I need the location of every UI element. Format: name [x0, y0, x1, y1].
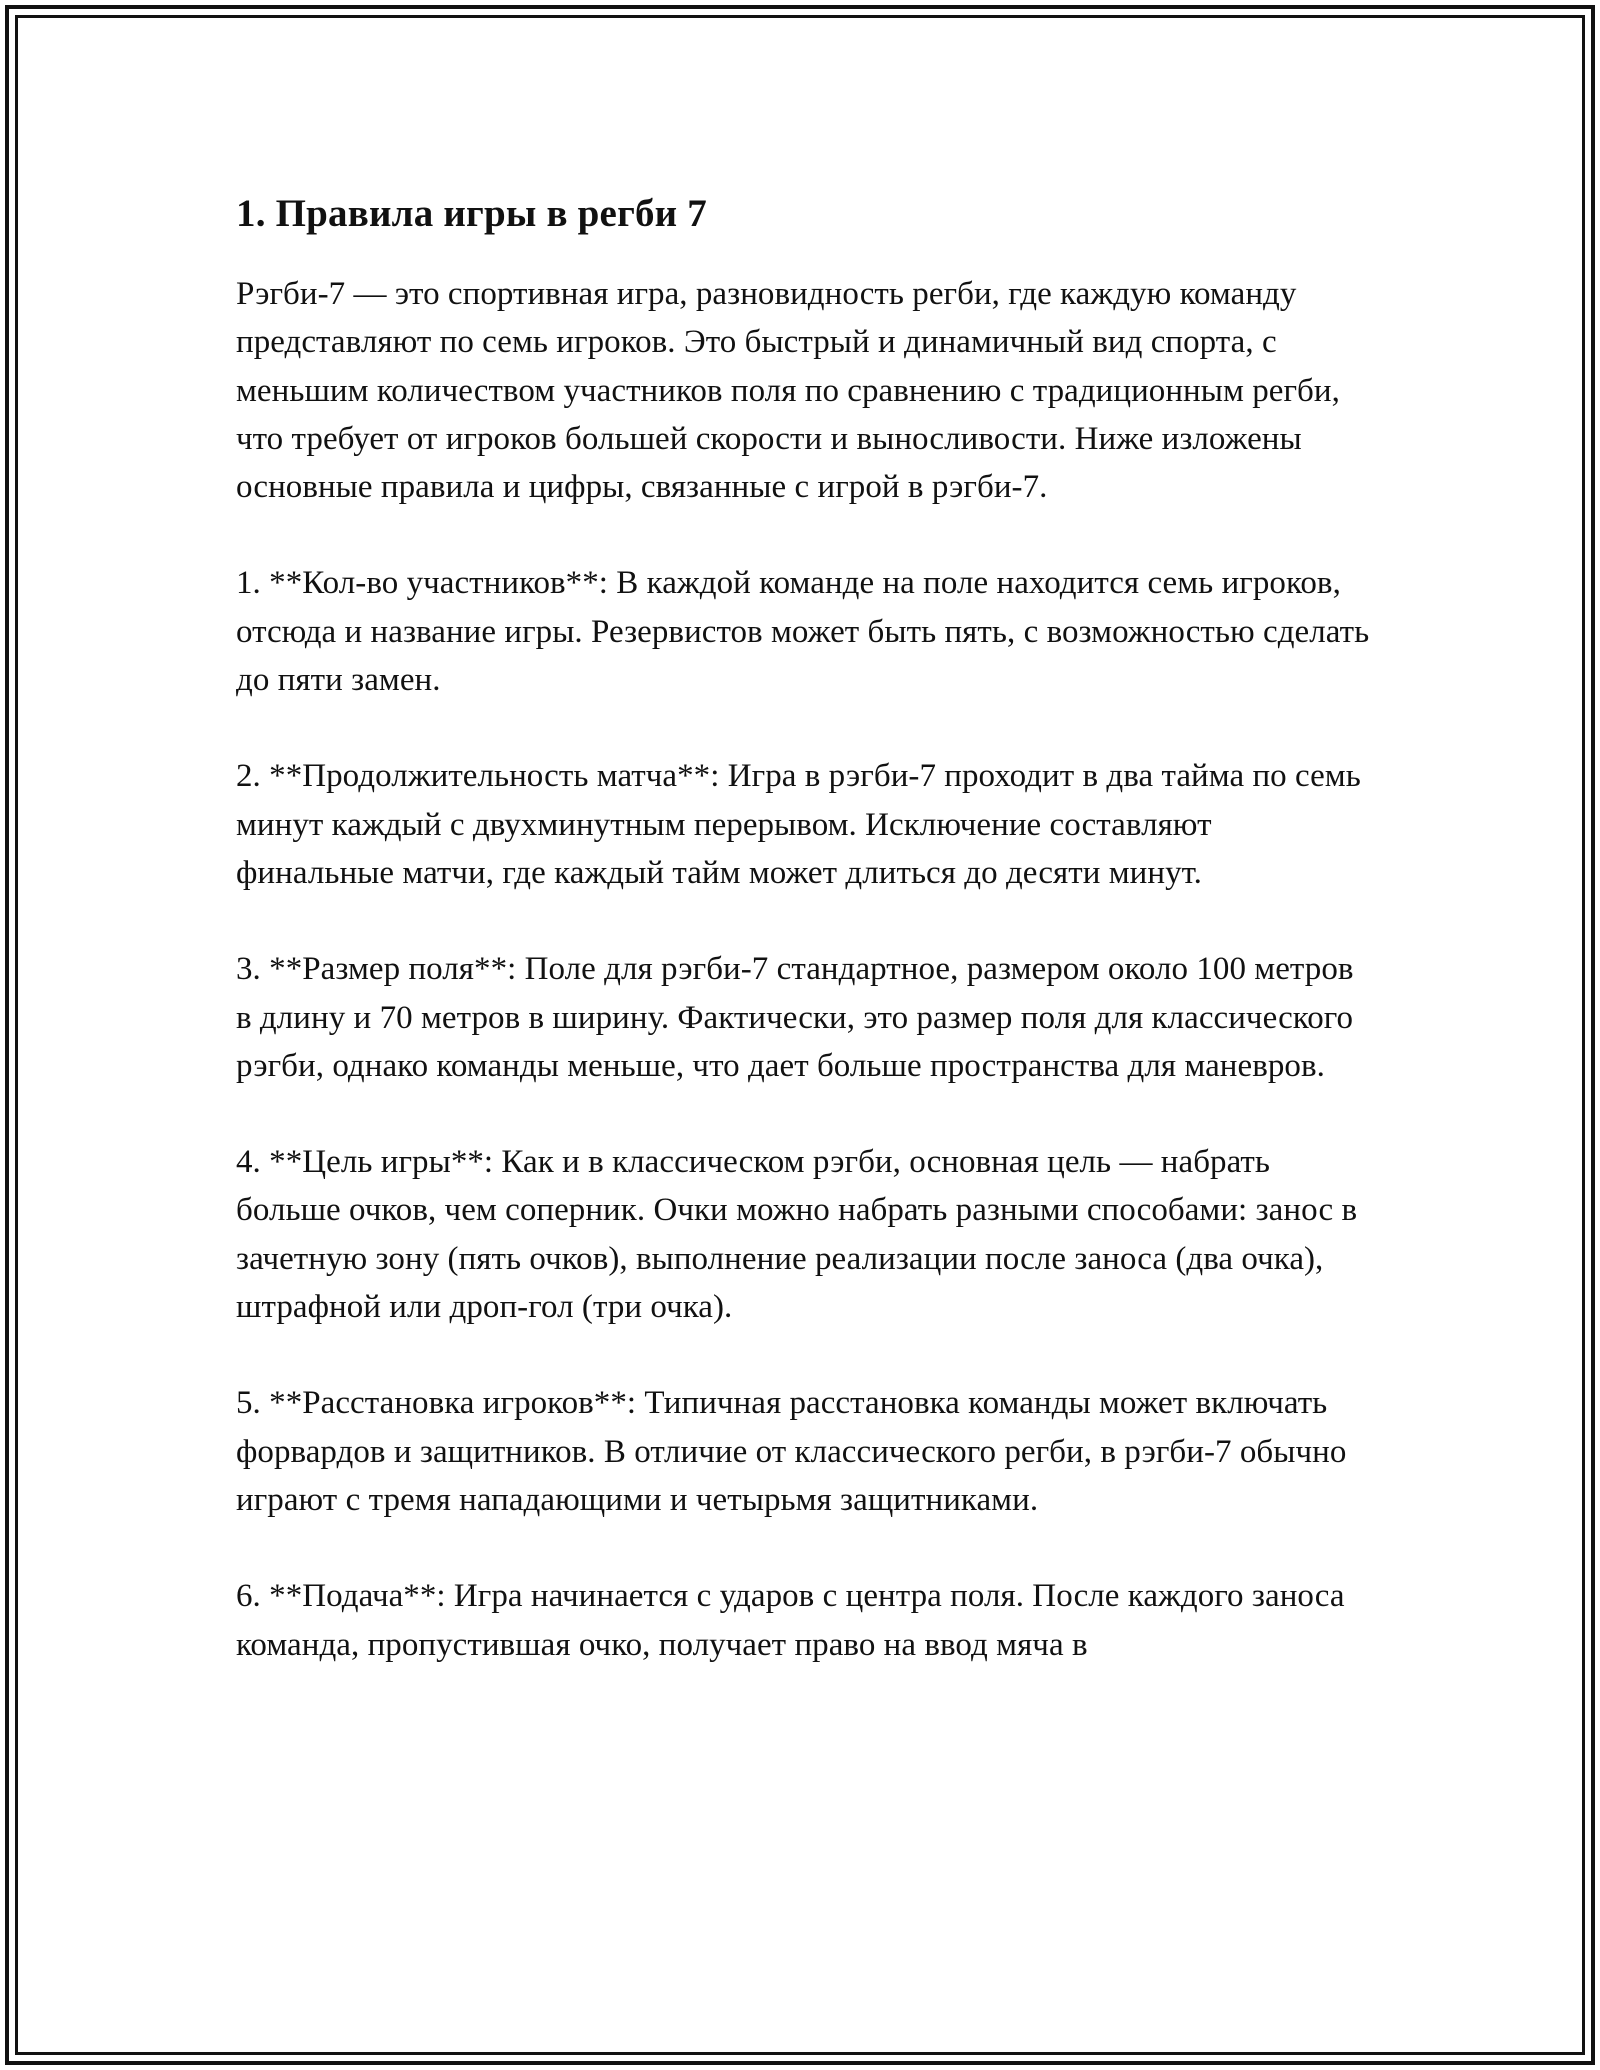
document-title: 1. Правила игры в регби 7: [236, 192, 708, 235]
rule-item-players: 1. **Кол-во участников**: В каждой команде на поле находится семь игроков, отсюда и название игры. Резервистов может быть пять, с возможностью сделать до пяти замен.: [236, 565, 1370, 699]
intro-paragraph: Рэгби-7 — это спортивная игра, разновидность регби, где каждую команду представляют по семь игроков. Это быстрый и динамичный вид спорта, с меньшим количеством участников поля по сравнению с традиционным регби, что требует от игроков большей скорости и выносливости. Ниже изложены основные правила и цифры, связанные с игрой в рэгби-7.: [236, 276, 1340, 506]
document-body: [236, 188, 1376, 1717]
rule-item-duration: 2. **Продолжительность матча**: Игра в рэгби-7 проходит в два тайма по семь минут каждый с двухминутным перерывом. Исключение составляют финальные матчи, где каждый тайм может длиться до десяти минут.: [236, 758, 1361, 891]
rule-item-kickoff: 6. **Подача**: Игра начинается с ударов с центра поля. После каждого заноса команда, пропустившая очко, получает право на ввод мяча в: [236, 1578, 1345, 1663]
rule-item-field-size: 3. **Размер поля**: Поле для рэгби-7 стандартное, размером около 100 метров в длину и 70 метров в ширину. Фактически, это размер поля для классического рэгби, однако команды меньше, что дает больше пространства для маневров.: [236, 951, 1354, 1084]
rule-item-goal: 4. **Цель игры**: Как и в классическом рэгби, основная цель — набрать больше очков, чем соперник. Очки можно набрать разными способами: занос в зачетную зону (пять очков), выполнение реализации после заноса (два очка), штрафной или дроп-гол (три очка).: [236, 1144, 1358, 1326]
rule-item-positions: 5. **Расстановка игроков**: Типичная расстановка команды может включать форвардов и защитников. В отличие от классического регби, в рэгби-7 обычно играют с тремя нападающими и четырьмя защитниками.: [236, 1385, 1347, 1518]
